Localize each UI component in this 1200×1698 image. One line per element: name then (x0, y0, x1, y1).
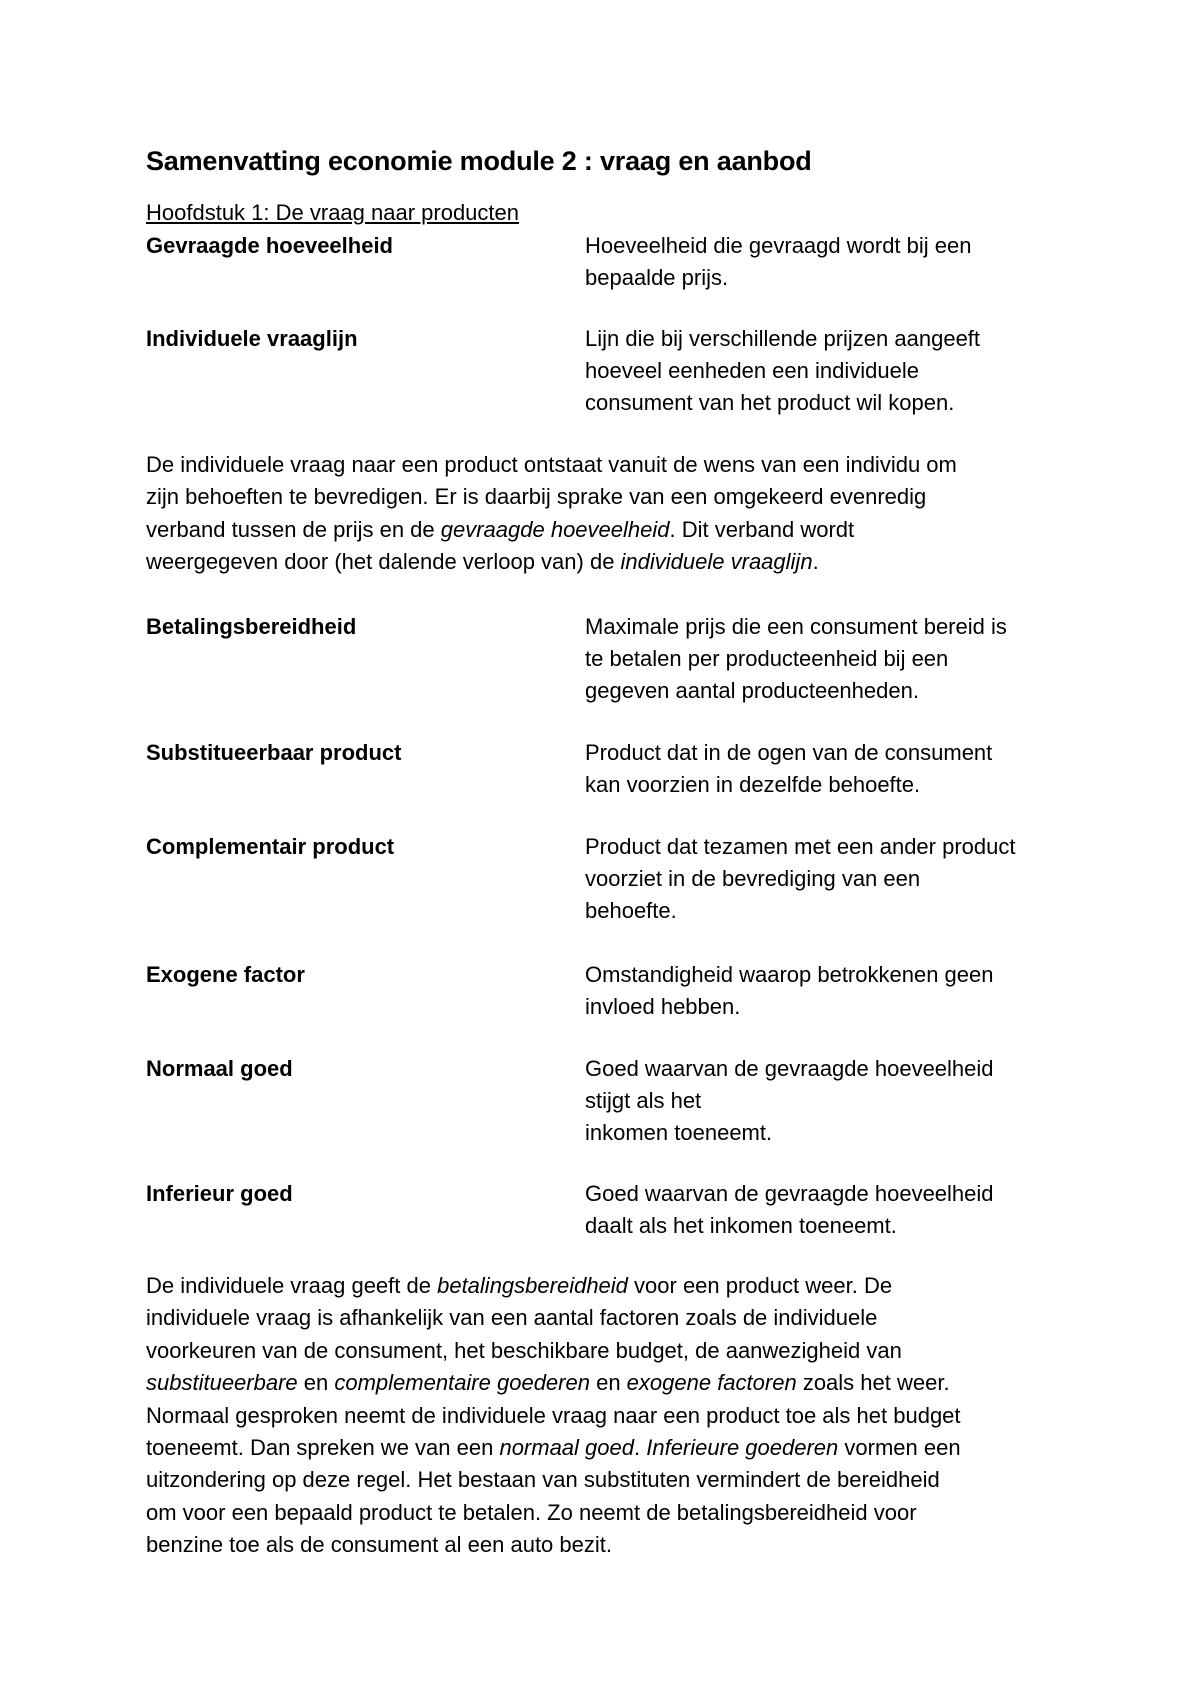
term-inferieur-goed: Inferieur goed (146, 1181, 293, 1206)
definition-betalingsbereidheid: Maximale prijs die een consument bereid is te betalen per producteenheid bij een gegeven aantal producteenheden. (585, 614, 1007, 703)
definition-normaal-goed: Goed waarvan de gevraagde hoeveelheid stijgt als het inkomen toeneemt. (585, 1056, 994, 1145)
definition-gevraagde-hoeveelheid: Hoeveelheid die gevraagd wordt bij een bepaalde prijs. (585, 233, 972, 290)
paragraph-betalingsbereidheid: De individuele vraag geeft de betalingsbereidheid voor een product weer. De individuele vraag is afhankelijk van een aantal factoren zoals de individuele voorkeuren van de consument, het beschikbare budget, de aanwezigheid van substitueerbare en complementaire goederen en exogene factoren zoals het weer. Normaal gesproken neemt de individuele vraag naar een product toe als het budget toeneemt. Dan spreken we van een normaal goed. Inferieure goederen vormen een uitzondering op deze regel. Het bestaan van substituten vermindert de bereidheid om voor een bepaald product te betalen. Zo neemt de betalingsbereidheid voor benzine toe als de consument al een auto bezit. (146, 1273, 961, 1558)
document-title: Samenvatting economie module 2 : vraag en aanbod (146, 146, 812, 176)
term-individuele-vraaglijn: Individuele vraaglijn (146, 326, 358, 351)
term-normaal-goed: Normaal goed (146, 1056, 293, 1081)
definition-complementair-product: Product dat tezamen met een ander product voorziet in de bevrediging van een behoefte. (585, 834, 1016, 923)
chapter-heading: Hoofdstuk 1: De vraag naar producten (146, 200, 520, 225)
definition-exogene-factor: Omstandigheid waarop betrokkenen geen invloed hebben. (585, 962, 994, 1019)
term-substitueerbaar-product: Substitueerbaar product (146, 740, 402, 765)
definition-inferieur-goed: Goed waarvan de gevraagde hoeveelheid daalt als het inkomen toeneemt. (585, 1181, 994, 1238)
definition-substitueerbaar-product: Product dat in de ogen van de consument kan voorzien in dezelfde behoefte. (585, 740, 993, 797)
term-complementair-product: Complementair product (146, 834, 395, 859)
term-exogene-factor: Exogene factor (146, 962, 305, 987)
term-betalingsbereidheid: Betalingsbereidheid (146, 614, 357, 639)
paragraph-individuele-vraag: De individuele vraag naar een product ontstaat vanuit de wens van een individu om zijn behoeften te bevredigen. Er is daarbij sprake van een omgekeerd evenredig verband tussen de prijs en de gevraagde hoeveelheid. Dit verband wordt weergegeven door (het dalende verloop van) de individuele vraaglijn. (146, 452, 957, 575)
definition-individuele-vraaglijn: Lijn die bij verschillende prijzen aangeeft hoeveel eenheden een individuele consument van het product wil kopen. (585, 326, 981, 415)
term-gevraagde-hoeveelheid: Gevraagde hoeveelheid (146, 233, 393, 258)
